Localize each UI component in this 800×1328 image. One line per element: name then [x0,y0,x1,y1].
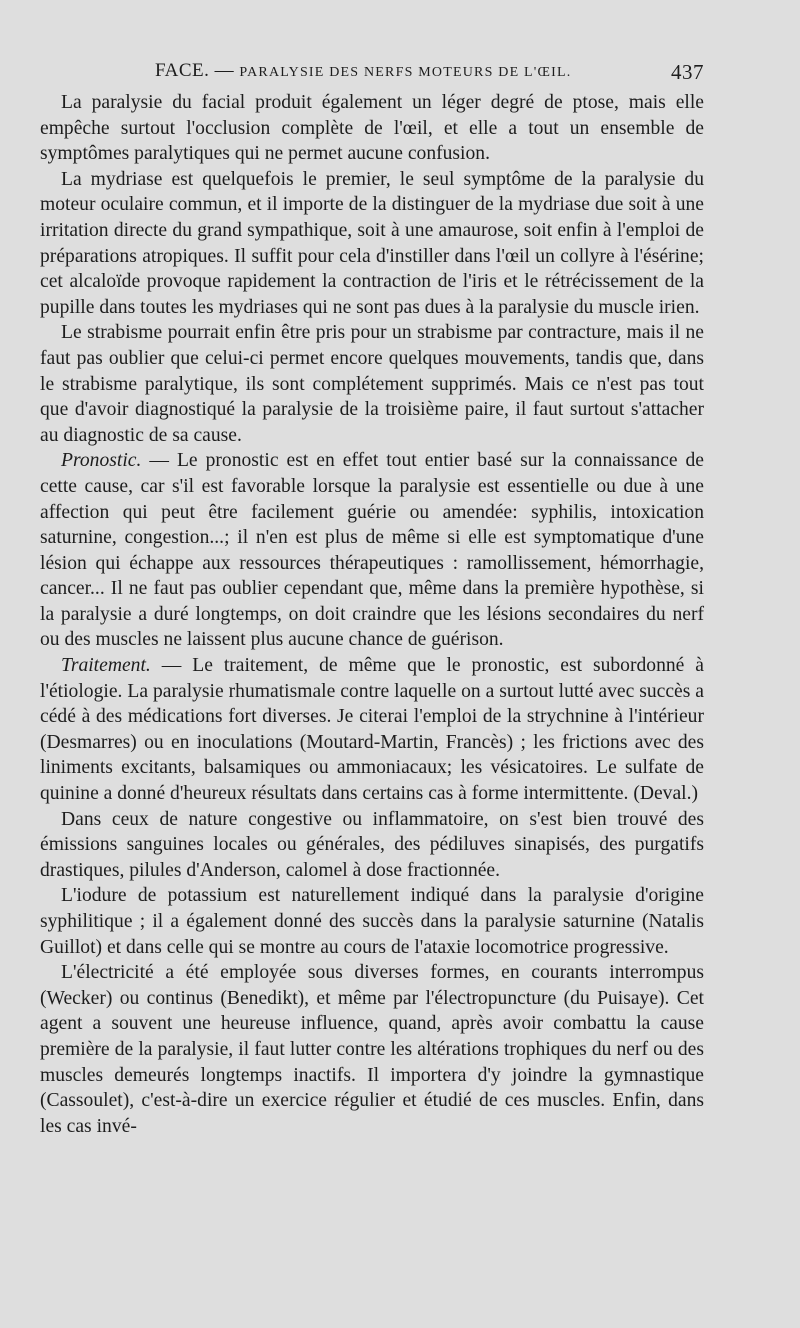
paragraph-text: L'électricité a été employée sous diverses formes, en courants interrompus (Wecker) ou continus (Benedikt), et même par l'électropuncture (du Puisaye). Cet agent a souvent une heureuse influence, quand, après avoir combattu la cause première de la paralysie, il faut lutter contre les altérations trophiques du nerf ou des muscles demeurés longtemps inactifs. Il importera d'y joindre la gymnastique (Cassoulet), c'est-à-dire un exercice régulier et étudié de ces muscles. Enfin, dans les cas invé- [40,962,704,1137]
paragraph [40,807,704,884]
paragraph [40,90,704,167]
paragraph [40,883,704,960]
title-dash: — [214,60,235,81]
section-name: FACE. [155,60,210,81]
body-text [40,90,704,1139]
paragraph [40,167,704,321]
paragraph-lead: Pronostic. [61,450,142,472]
running-title [155,60,571,82]
paragraph [40,320,704,448]
paragraph-text: — Le pronostic est en effet tout entier basé sur la connaissance de cette cause, car s'il est favorable lorsque la paralysie est essentielle ou due à une affection qui peut être facilement guérie ou amendée: syphilis, intoxication saturnine, congestion...; il n'en est plus de même si elle est symptomatique d'une lésion qui échappe aux ressources thérapeutiques : ramollissement, hémorrhagie, cancer... Il ne faut pas oublier cependant que, même dans la première hypothèse, si la paralysie a duré longtemps, on doit craindre que les lésions secondaires du nerf ou des muscles ne laissent plus aucune chance de guérison. [40,450,704,651]
paragraph [40,448,704,653]
page-number: 437 [671,60,704,84]
paragraph-text: La mydriase est quelquefois le premier, le seul symptôme de la paralysie du moteur oculaire commun, et il importe de la distinguer de la mydriase due soit à une irritation directe du grand sympathique, soit à une amaurose, soit enfin à l'emploi de préparations atropiques. Il suffit pour cela d'instiller dans l'œil un collyre à l'ésérine; cet alcaloïde provoque rapidement la contraction de l'iris et le rétrécissement de la pupille dans toutes les mydriases qui ne sont pas dues à la paralysie du muscle irien. [40,168,704,318]
paragraph [40,653,704,807]
section-subtitle: PARALYSIE DES NERFS MOTEURS DE L'ŒIL. [239,65,572,80]
paragraph-text: La paralysie du facial produit également un léger degré de ptose, mais elle empêche surtout l'occlusion complète de l'œil, et elle a tout un ensemble de symptômes paralytiques qui ne permet aucune confusion. [40,92,704,165]
paragraph-text: Dans ceux de nature congestive ou inflammatoire, on s'est bien trouvé des émissions sanguines locales ou générales, des pédiluves sinapisés, des purgatifs drastiques, pilules d'Anderson, calomel à dose fractionnée. [40,808,704,881]
paragraph-lead: Traitement. [61,655,151,677]
paragraph-text: Le strabisme pourrait enfin être pris pour un strabisme par contracture, mais il ne faut pas oublier que celui-ci permet encore quelques mouvements, tandis que, dans le strabisme paralytique, ils sont complétement supprimés. Mais ce n'est pas tout que d'avoir diagnostiqué la paralysie de la troisième paire, il faut surtout s'attacher au diagnostic de sa cause. [40,322,704,446]
paragraph-text: — Le traitement, de même que le pronostic, est subordonné à l'étiologie. La paralysie rhumatismale contre laquelle on a surtout lutté avec succès a cédé à des médications fort diverses. Je citerai l'emploi de la strychnine à l'intérieur (Desmarres) ou en inoculations (Moutard-Martin, Francès) ; les frictions avec des liniments excitants, balsamiques ou ammoniacaux; les vésicatoires. Le sulfate de quinine a donné d'heureux résultats dans certains cas à forme intermittente. (Deval.) [40,655,704,805]
paragraph-text: L'iodure de potassium est naturellement indiqué dans la paralysie d'origine syphilitique ; il a également donné des succès dans la paralysie saturnine (Natalis Guillot) et dans celle qui se montre au cours de l'ataxie locomotrice progressive. [40,885,704,958]
running-header [40,60,704,90]
paragraph [40,960,704,1139]
